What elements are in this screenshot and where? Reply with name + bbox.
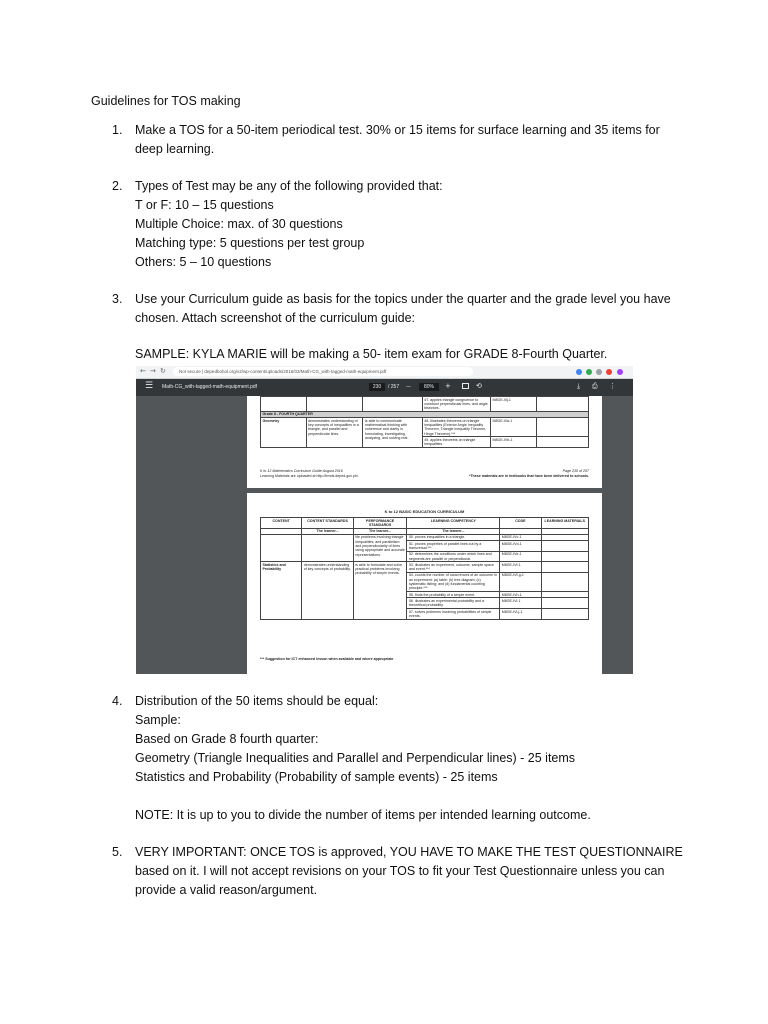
browser-bar — [136, 366, 633, 379]
competency-cell: 57. solves problems involving probabilities of simple events. — [407, 609, 500, 620]
column-header: CONTENT STANDARDS — [302, 518, 354, 529]
extension-icon — [586, 369, 592, 375]
footer-left: K to 12 Mathematics Curriculum Guide August 2016 — [260, 469, 343, 473]
zoom-level: 80% — [419, 383, 439, 391]
item-number: 2. — [112, 179, 123, 193]
competency-cell: 50. proves inequalities in a triangle. — [407, 534, 500, 540]
competency-cell: 47. applies triangle congruence to construct perpendicular lines. and angle bisectors. — [422, 397, 490, 412]
profile-icon — [617, 369, 623, 375]
item-line: chosen. Attach screenshot of the curriculum guide: — [135, 311, 416, 325]
footnote: *** Suggestion for ICT enhanced lesson when available and where appropriate — [260, 657, 394, 661]
item-line: based on it. I will not accept revisions on your TOS to fit your Test Questionnaire unless you can — [135, 864, 665, 878]
footer-right: Page 230 of 257 — [562, 469, 589, 473]
item-number: 5. — [112, 845, 123, 859]
competency-cell: 55. finds the probability of a simple event. — [407, 592, 500, 598]
competency-cell: 53. illustrates an experiment, outcome, sample space and event.*** — [407, 562, 500, 573]
pdf-filename: Math-CG_with-tagged-math-equipment.pdf — [162, 384, 258, 390]
standard-cell: demonstrates understanding of key concepts of inequalities in a triangle, and parallel and perpendicular lines. — [306, 418, 363, 448]
document-title: Guidelines for TOS making — [91, 94, 241, 108]
zoom-out-icon: — — [406, 384, 411, 390]
item-line: Use your Curriculum guide as basis for the topics under the quarter and the grade level you have — [135, 292, 671, 306]
footer-left-2: Learning Materials are uploaded at http://lrmds.deped.gov.ph/. — [260, 474, 359, 478]
item-line: VERY IMPORTANT: ONCE TOS is approved, YOU HAVE TO MAKE THE TEST QUESTIONNAIRE — [135, 845, 683, 859]
forward-icon: → — [150, 367, 156, 375]
item-line: provide a valid reason/argument. — [135, 883, 318, 897]
item-line: Statistics and Probability (Probability of sample events) - 25 items — [135, 770, 498, 784]
pdf-viewer-toolbar — [136, 379, 633, 396]
code-cell: M8GE-IVf-1 — [500, 562, 541, 573]
code-cell: M8GE-IVd-1 — [500, 541, 541, 552]
item-number: 3. — [112, 292, 123, 306]
item-number: 4. — [112, 694, 123, 708]
performance-cell: life problems involving triangle inequalities, and parallelism and perpendicularity of lines using appropriate and accurate representations. — [353, 534, 407, 561]
item-line: Based on Grade 8 fourth quarter: — [135, 732, 319, 746]
column-header: LEARNING COMPETENCY — [407, 518, 500, 529]
item-line: Distribution of the 50 items should be equal: — [135, 694, 379, 708]
footer-right-2: *These materials are in textbooks that have been delivered to schools. — [468, 474, 589, 478]
code-cell: M8GE-IVi-j-1 — [500, 609, 541, 620]
download-icon: ⤓ — [577, 382, 581, 390]
item-line: deep learning. — [135, 142, 215, 156]
more-options-icon: ⋮ — [609, 382, 616, 390]
pdf-page-top — [247, 396, 602, 488]
column-header: PERFORMANCE STANDARDS — [353, 518, 407, 529]
curriculum-table — [260, 517, 589, 620]
column-header: CONTENT — [261, 518, 302, 529]
zoom-in-icon: + — [445, 382, 451, 390]
item-line: Make a TOS for a 50-item periodical test. 30% or 15 items for surface learning and 35 items for — [135, 123, 660, 137]
curriculum-heading: K to 12 BASIC EDUCATION CURRICULUM — [384, 509, 465, 514]
item-line: Sample: — [135, 713, 181, 727]
item-number: 1. — [112, 123, 123, 137]
item-line: T or F: 10 – 15 questions — [135, 198, 274, 212]
back-icon: ← — [140, 367, 146, 375]
subheader: The learner... — [407, 528, 500, 534]
sample-line: SAMPLE: KYLA MARIE will be making a 50- item exam for GRADE 8-Fourth Quarter. — [135, 347, 608, 361]
code-cell: M8GE-IVa-1 — [491, 418, 537, 437]
code-cell: M8GE-IVf-g-1 — [500, 572, 541, 591]
fit-page-icon — [462, 383, 469, 389]
competency-cell: 51. proves properties of parallel lines cut by a transversal.*** — [407, 541, 500, 552]
item-line: Matching type: 5 questions per test group — [135, 236, 365, 250]
extension-icon — [606, 369, 612, 375]
column-header: LEARNING MATERIALS — [541, 518, 588, 529]
competency-cell: 48. Illustrates theorems on triangle inequalities (Exterior Angle Inequality Theorem, Triangle Inequality Theorem, Hinge Theorem).*** — [422, 418, 490, 437]
extension-icon — [576, 369, 582, 375]
extension-icon — [596, 369, 602, 375]
page-number-input: 230 — [369, 383, 385, 391]
menu-icon: ☰ — [145, 381, 154, 391]
address-bar: Not secure | depedbohol.org/v2/wp-content/uploads/2016/03/Math-CG_with-tagged-math-equipment.pdf — [173, 367, 473, 376]
page-total: / 257 — [388, 384, 400, 390]
reload-icon: ↻ — [160, 367, 166, 375]
content-cell: Geometry — [261, 418, 307, 448]
competency-cell: 49. applies theorems on triangle inequalities. — [422, 437, 490, 448]
code-cell: M8GE-IVh-1 — [500, 592, 541, 598]
subheader: The learner... — [302, 528, 354, 534]
pdf-page-bottom — [247, 493, 602, 674]
code-cell: M8GE-IVb-1 — [491, 437, 537, 448]
subheader: The learner... — [353, 528, 407, 534]
curriculum-guide-screenshot — [136, 366, 633, 674]
print-icon: ⎙ — [592, 382, 598, 390]
note-line: NOTE: It is up to you to divide the number of items per intended learning outcome. — [135, 808, 591, 822]
rotate-icon: ⟲ — [476, 382, 482, 390]
competency-cell: 54. counts the number of occurrences of an outcome in an experiment: (a) table; (b) tree diagram; (c) systematic listing; and (d) fundamental counting principle.*** — [407, 572, 500, 591]
code-cell: M8GE-IVc-1 — [500, 534, 541, 540]
code-cell: M8GE-IVi-1 — [500, 598, 541, 609]
quarter-label: Grade 8 - FOURTH QUARTER — [261, 411, 589, 417]
competency-cell: 52. determines the conditions under which lines and segments are parallel or perpendicular. — [407, 551, 500, 562]
item-line: Types of Test may be any of the following provided that: — [135, 179, 443, 193]
curriculum-table-top — [260, 396, 589, 448]
item-line: Multiple Choice: max. of 30 questions — [135, 217, 343, 231]
column-header: CODE — [500, 518, 541, 529]
code-cell: M8GE-IIIj-1 — [491, 397, 537, 412]
performance-cell: is able to communicate mathematical thinking with coherence and clarity in formulating, investigating, analyzing, and solving real- — [363, 418, 422, 448]
competency-cell: 56. illustrates an experimental probability and a theoretical probability. — [407, 598, 500, 609]
performance-cell: is able to formulate and solve practical problems involving probability of simple events. — [353, 562, 407, 619]
code-cell: M8GE-IVe-1 — [500, 551, 541, 562]
item-line: Others: 5 – 10 questions — [135, 255, 272, 269]
item-line: Geometry (Triangle Inequalities and Parallel and Perpendicular lines) - 25 items — [135, 751, 576, 765]
content-cell: Statistics and Probability — [261, 562, 302, 619]
standard-cell: demonstrates understanding of key concepts of probability. — [302, 562, 354, 619]
